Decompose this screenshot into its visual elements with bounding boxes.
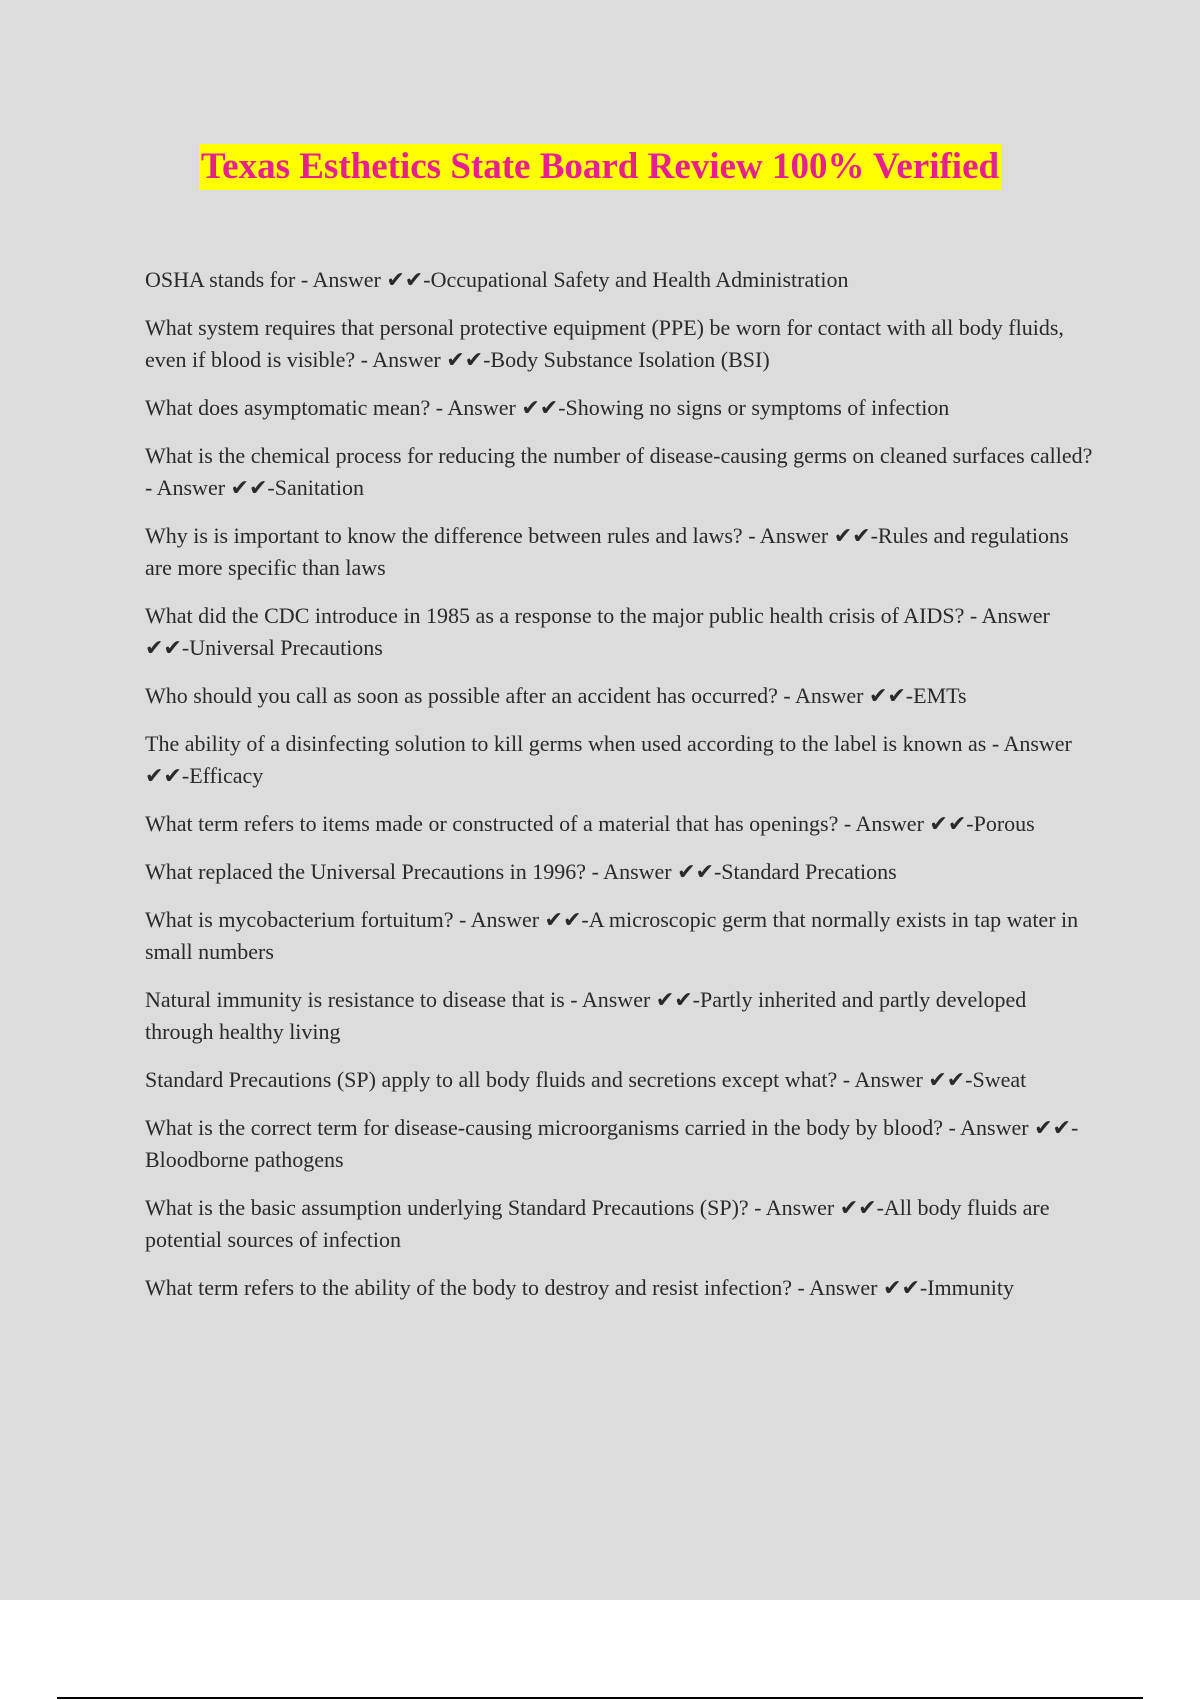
qa-item: What system requires that personal protective equipment (PPE) be worn for contact with all body fluids, even if blood is visible? - Answer ✔✔-Body Substance Isolation (BSI)	[145, 315, 1064, 372]
qa-item: What did the CDC introduce in 1985 as a response to the major public health crisis of AIDS? - Answer ✔✔-Universal Precautions	[145, 603, 1050, 660]
qa-item: Standard Precautions (SP) apply to all body fluids and secretions except what? - Answer ✔✔-Sweat	[145, 1067, 1027, 1092]
qa-item: The ability of a disinfecting solution to kill germs when used according to the label is known as - Answer ✔✔-Efficacy	[145, 731, 1072, 788]
qa-item: OSHA stands for - Answer ✔✔-Occupational Safety and Health Administration	[145, 267, 849, 292]
qa-item: What is the basic assumption underlying Standard Precautions (SP)? - Answer ✔✔-All body fluids are potential sources of infection	[145, 1195, 1050, 1252]
footer-divider	[57, 1697, 1143, 1699]
qa-item: Why is is important to know the difference between rules and laws? - Answer ✔✔-Rules and regulations are more specific than laws	[145, 523, 1069, 580]
qa-item: Who should you call as soon as possible after an accident has occurred? - Answer ✔✔-EMTs	[145, 683, 967, 708]
qa-item: What is mycobacterium fortuitum? - Answer ✔✔-A microscopic germ that normally exists in tap water in small numbers	[145, 907, 1079, 964]
qa-item: What term refers to items made or constructed of a material that has openings? - Answer ✔✔-Porous	[145, 811, 1035, 836]
title-container	[0, 144, 1200, 190]
qa-item: Natural immunity is resistance to disease that is - Answer ✔✔-Partly inherited and partly developed through healthy living	[145, 987, 1027, 1044]
qa-item: What term refers to the ability of the body to destroy and resist infection? - Answer ✔✔-Immunity	[145, 1275, 1014, 1300]
qa-item: What is the correct term for disease-causing microorganisms carried in the body by blood? - Answer ✔✔-Bloodborne pathogens	[145, 1115, 1079, 1172]
qa-item: What is the chemical process for reducing the number of disease-causing germs on cleaned surfaces called? - Answer ✔✔-Sanitation	[145, 443, 1093, 500]
qa-list	[145, 264, 1095, 1320]
qa-item: What replaced the Universal Precautions in 1996? - Answer ✔✔-Standard Precations	[145, 859, 897, 884]
qa-item: What does asymptomatic mean? - Answer ✔✔-Showing no signs or symptoms of infection	[145, 395, 950, 420]
document-title: Texas Esthetics State Board Review 100% Verified	[199, 144, 1001, 190]
